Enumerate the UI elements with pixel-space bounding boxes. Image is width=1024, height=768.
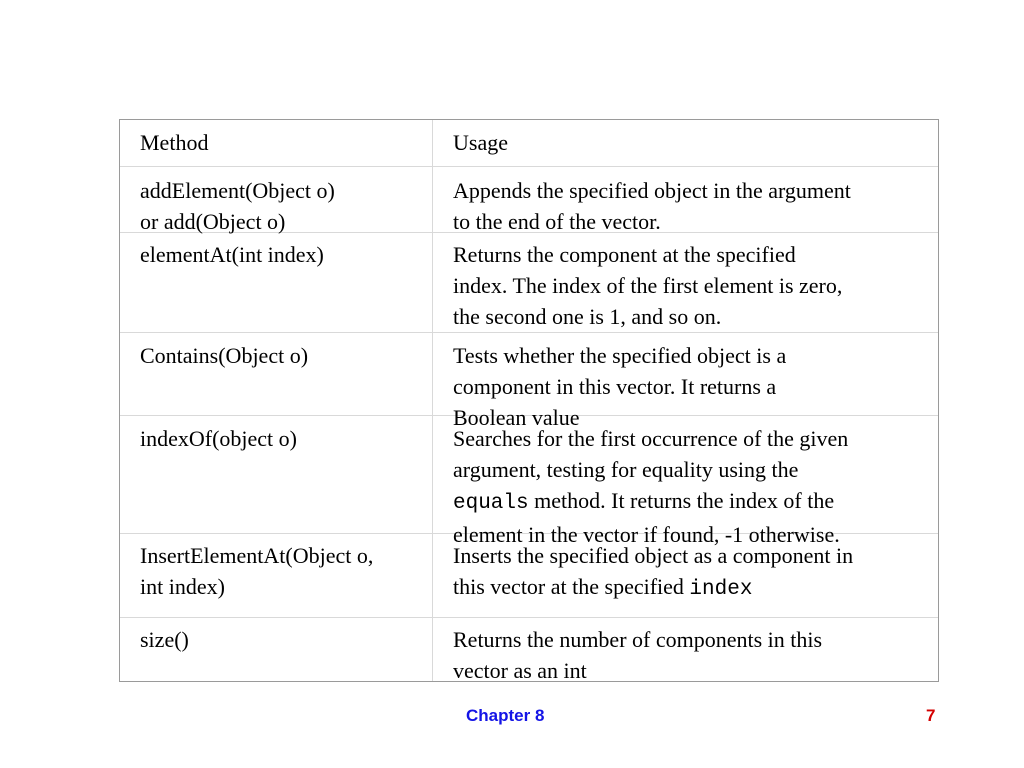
code-equals: equals (453, 492, 529, 515)
table-row (120, 167, 938, 233)
method-line: Contains(Object o) (140, 343, 309, 368)
usage-line: Boolean value (453, 405, 580, 430)
usage-line: to the end of the vector. (453, 209, 661, 234)
method-line: InsertElementAt(Object o, (140, 543, 374, 568)
method-cell (140, 175, 335, 237)
usage-line: vector as an int (453, 658, 587, 682)
method-cell (140, 340, 308, 371)
method-line: int index) (140, 574, 225, 599)
method-line: addElement(Object o) (140, 178, 335, 203)
usage-line (453, 571, 853, 605)
usage-line: Appends the specified object in the argument (453, 178, 851, 203)
footer-page-number: 7 (926, 706, 936, 725)
table-row (120, 333, 938, 430)
usage-cell (453, 423, 848, 550)
method-cell (140, 239, 324, 270)
usage-line: Searches for the first occurrence of the given (453, 426, 849, 451)
usage-line: Returns the number of components in this (453, 627, 823, 652)
method-line: elementAt(int index) (140, 242, 324, 267)
table-header-row (120, 120, 938, 167)
table-row (120, 618, 938, 681)
method-line: size() (140, 627, 189, 652)
table-row (120, 416, 938, 547)
usage-cell (453, 175, 851, 237)
usage-cell (453, 540, 853, 605)
usage-cell (453, 239, 842, 332)
usage-cell (453, 624, 822, 682)
usage-line: the second one is 1, and so on. (453, 304, 722, 329)
usage-line: index. The index of the first element is zero, (453, 273, 843, 298)
usage-line: Tests whether the specified object is a (453, 343, 787, 368)
usage-line: Returns the component at the specified (453, 242, 796, 267)
code-index: index (689, 578, 753, 601)
method-cell (140, 624, 189, 655)
vector-methods-table (119, 119, 939, 682)
header-usage: Usage (453, 130, 508, 155)
usage-text: this vector at the specified (453, 574, 690, 599)
method-line: indexOf(object o) (140, 426, 297, 451)
header-method: Method (140, 130, 209, 155)
method-cell (140, 540, 373, 602)
usage-line: component in this vector. It returns a (453, 374, 777, 399)
usage-text: method. It returns the index of the (528, 488, 835, 513)
method-line: or add(Object o) (140, 209, 286, 234)
usage-line: Inserts the specified object as a component in (453, 543, 854, 568)
table-row (120, 534, 938, 618)
table-row (120, 233, 938, 333)
usage-line: element in the vector if found, -1 otherwise. (453, 522, 840, 547)
usage-line: argument, testing for equality using the (453, 457, 799, 482)
footer-chapter-title: Chapter 8 (466, 706, 545, 725)
method-cell (140, 423, 297, 454)
usage-line (453, 485, 848, 519)
